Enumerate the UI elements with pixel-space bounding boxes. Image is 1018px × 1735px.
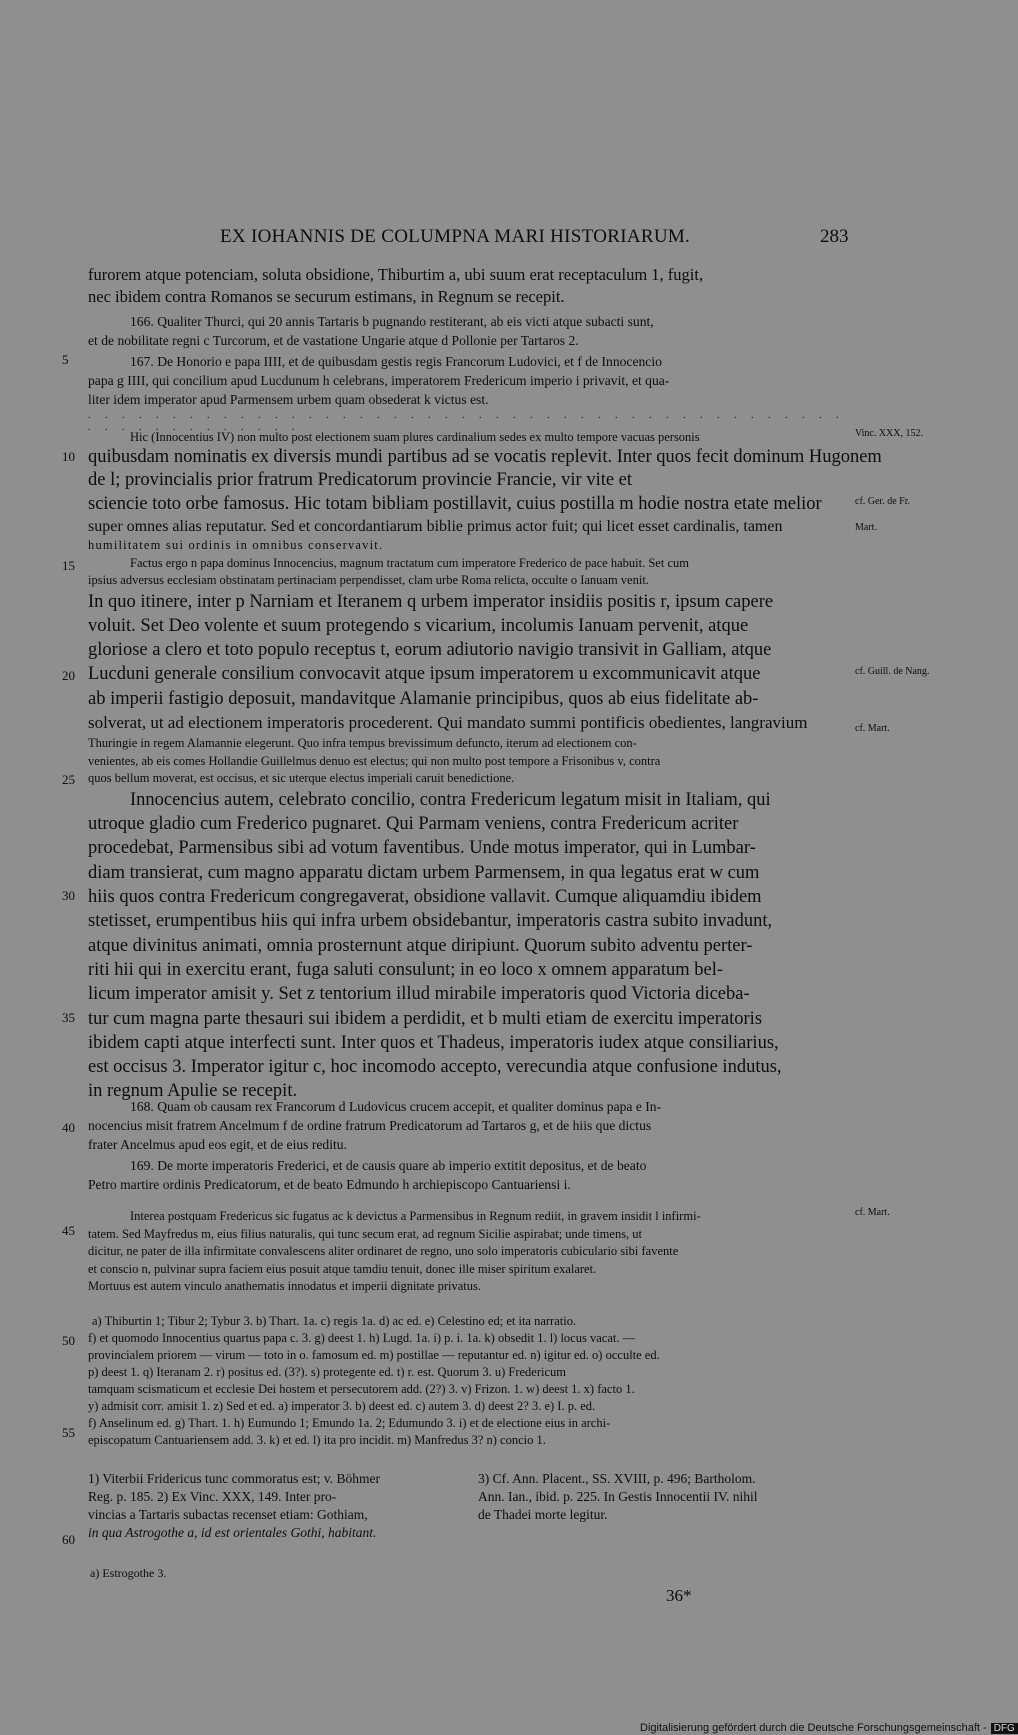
text-line: 167. De Honorio e papa IIII, et de quibusdam gestis regis Francorum Ludovici, et f de Innocencio bbox=[130, 354, 662, 369]
text-line: nec ibidem contra Romanos se securum estimans, in Regnum se recepit. bbox=[88, 287, 565, 306]
section-166 bbox=[88, 312, 860, 350]
line-number: 5 bbox=[62, 352, 69, 367]
line-number: 45 bbox=[62, 1223, 75, 1238]
text-line: utroque gladio cum Frederico pugnaret. Qui Parmam veniens, contra Fredericum acriter bbox=[88, 814, 739, 835]
page-number: 283 bbox=[820, 226, 849, 247]
line-number: 30 bbox=[62, 888, 75, 903]
text-line: Hic (Innocentius IV) non multo post electionem suam plures cardinalium sedes ex multo tempore vacuas personis bbox=[130, 430, 700, 444]
text-line: atque divinitus animati, omnia prosternunt atque diripiunt. Quorum subito adventu perter- bbox=[88, 935, 753, 956]
line-number: 20 bbox=[62, 668, 75, 683]
line-number: 35 bbox=[62, 1010, 75, 1025]
credit-text: Digitalisierung gefördert durch die Deutsche Forschungsgemeinschaft - bbox=[640, 1722, 987, 1734]
text-line: gloriose a clero et toto populo receptus t, eorum adiutorio navigio transivit in Galliam, atque bbox=[88, 640, 772, 661]
text-line: licum imperator amisit y. Set z tentorium illud mirabile imperatoris quod Victoria diceba- bbox=[88, 984, 750, 1005]
line-number: 50 bbox=[62, 1333, 75, 1348]
margin-note: Vinc. XXX, 152. bbox=[855, 428, 924, 439]
variant-line: y) admisit corr. amisit 1. z) Sed et ed. a) imperator 3. b) deest ed. c) autem 3. d) deest 2? 3. e) I. p. ed. bbox=[88, 1399, 596, 1413]
running-header bbox=[0, 226, 1000, 256]
text-line: In quo itinere, inter p Narniam et Iteranem q urbem imperator insidiis positis r, ipsum capere bbox=[88, 591, 774, 612]
footnote-line: 1) Viterbii Fridericus tunc commoratus est; v. Böhmer bbox=[88, 1471, 381, 1486]
text-line: et conscio n, pulvinar supra faciem eius posuit atque tamdiu tenuit, donec ille miser spiritum exalaret. bbox=[88, 1261, 597, 1276]
footnotes-right bbox=[478, 1470, 868, 1524]
text-line: nocencius misit fratrem Ancelmum f de ordine fratrum Predicatorum ad Tartaros g, et de hiis que dictus bbox=[88, 1118, 652, 1133]
text-line: super omnes alias reputatur. Sed et concordantiarum biblie primus actor fuit; qui licet esset cardinalis, tamen bbox=[88, 518, 783, 536]
text-line: tatem. Sed Mayfredus m, eius filius naturalis, qui tunc secum erat, ad regnum Sicilie aspirabat; unde timens, ut bbox=[88, 1226, 643, 1241]
text-line: furorem atque potenciam, soluta obsidione, Thiburtim a, ubi suum erat receptaculum 1, fugit, bbox=[88, 265, 704, 284]
variant-line: p) deest 1. q) Iteranam 2. r) positus ed. (3?). s) protegente ed. t) r. est. Quorum 3. u) Fredericum bbox=[88, 1365, 566, 1379]
dfg-logo: DFG bbox=[991, 1723, 1018, 1734]
text-line: dicitur, ne pater de illa infirmitate convalescens aliter ordinaret de regno, uno solo imperatoris cubiculario sibi favente bbox=[88, 1244, 679, 1258]
margin-note: cf. Ger. de Fr. bbox=[855, 496, 910, 507]
text-line: Interea postquam Fredericus sic fugatus ac k devictus a Parmensibus in Regnum rediit, in gravem insidit l infirmi- bbox=[130, 1209, 701, 1223]
text-line: est occisus 3. Imperator igitur c, hoc incomodo accepto, verecundia atque confusione indutus, bbox=[88, 1057, 782, 1078]
text-line: Petro martire ordinis Predicatorum, et de beato Edmundo h archiepiscopo Cantuariensi i. bbox=[88, 1177, 571, 1192]
margin-note: Mart. bbox=[855, 522, 877, 533]
digitization-credit bbox=[640, 1722, 1018, 1734]
text-line: Mortuus est autem vinculo anathematis innodatus et imperii dignitate privatus. bbox=[88, 1279, 481, 1293]
footnote-line: Reg. p. 185. 2) Ex Vinc. XXX, 149. Inter pro- bbox=[88, 1489, 337, 1504]
variant-line: a) Thiburtin 1; Tibur 2; Tybur 3. b) Thart. 1a. c) regis 1a. d) ac ed. e) Celestino ed; et ita narratio. bbox=[92, 1314, 577, 1328]
text-line: humilitatem sui ordinis in omnibus conservavit. bbox=[88, 538, 384, 553]
variant-line: f) Anselinum ed. g) Thart. 1. h) Eumundo 1; Emundo 1a. 2; Edumundo 3. i) et de electione eius in archi- bbox=[88, 1416, 611, 1430]
footnote-line: in qua Astrogothe a, id est orientales Gothi, habitant. bbox=[88, 1525, 377, 1540]
line-number: 10 bbox=[62, 449, 75, 464]
line-number: 60 bbox=[62, 1532, 75, 1547]
text-line: quibusdam nominatis ex diversis mundi partibus ad se vocatis replevit. Inter quos fecit dominum Hugonem bbox=[88, 446, 882, 467]
section-168 bbox=[88, 1097, 860, 1154]
line-number: 15 bbox=[62, 558, 75, 573]
text-line: quos bellum moverat, est occisus, et sic uterque electus imperiali caruit benedictione. bbox=[88, 771, 515, 786]
text-line: diam transierat, cum magno apparatu dictam urbem Parmensem, in qua legatus erat w cum bbox=[88, 862, 760, 883]
text-line: et de nobilitate regni c Turcorum, et de vastatione Ungarie atque d Pollonie per Tartaros 2. bbox=[88, 333, 579, 348]
text-line: de l; provincialis prior fratrum Predicatorum provincie Francie, vir vite et bbox=[88, 469, 633, 490]
text-line: stetisset, erumpentibus hiis qui infra urbem obsidebantur, imperatoris castra subito invadunt, bbox=[88, 911, 773, 932]
footnotes-left bbox=[88, 1470, 468, 1542]
section-167 bbox=[88, 352, 860, 409]
text-line: procedebat, Parmensibus sibi ad votum faventibus. Unde motus imperator, qui in Lumbar- bbox=[88, 838, 756, 859]
variant-line: provincialem priorem — virum — toto in o. famosum ed. m) postillae — reputantur ed. n) igitur ed. o) occulte ed. bbox=[88, 1348, 660, 1362]
text-line: papa g IIII, qui concilium apud Lucdunum h celebrans, imperatorem Fredericum imperio i privavit, et qua- bbox=[88, 373, 670, 388]
small-print-passage bbox=[88, 1208, 860, 1296]
text-line: Innocencius autem, celebrato concilio, contra Fredericum legatum misit in Italiam, qui bbox=[130, 789, 771, 810]
text-line: 169. De morte imperatoris Frederici, et de causis quare ab imperio extitit depositus, et de beato bbox=[130, 1158, 647, 1173]
margin-note: cf. Guill. de Nang. bbox=[855, 666, 930, 677]
margin-note: cf. Mart. bbox=[855, 723, 890, 734]
variant-line: episcopatum Cantuariensem add. 3. k) et ed. l) ita pro incidit. m) Manfredus 3? n) concio 1. bbox=[88, 1433, 546, 1447]
section-169 bbox=[88, 1156, 860, 1194]
elision-dots: . . . . . . . . . . . . . . . . . . . . . . . . . . . . . . . . . . . . . . . . . . . . . . . . . . . . . . . . . . bbox=[88, 410, 845, 433]
text-line: 166. Qualiter Thurci, qui 20 annis Tartaris b pugnando restiterant, ab eis victi atque subacti sunt, bbox=[130, 314, 654, 329]
text-line: tur cum magna parte thesauri sui ibidem a perdidit, et b multi etiam de exercitu imperatoris bbox=[88, 1008, 763, 1029]
sheet-signature: 36* bbox=[666, 1586, 692, 1605]
text-line: frater Ancelmus apud eos egit, et de eius reditu. bbox=[88, 1137, 347, 1152]
text-line: hiis quos contra Fredericum congregaverat, obsidione vallavit. Cumque aliquamdiu ibidem bbox=[88, 887, 762, 908]
text-line: solverat, ut ad electionem imperatoris procederent. Qui mandato summi pontificis obedientes, langravium bbox=[88, 713, 808, 733]
variant-line: f) et quomodo Innocentius quartus papa c. 3. g) deest 1. h) Lugd. 1a. i) p. i. 1a. k) obsedit 1. l) locus vacat. — bbox=[88, 1331, 636, 1345]
text-line: sciencie toto orbe famosus. Hic totam bibliam postillavit, cuius postilla m hodie nostra etate melior bbox=[88, 493, 822, 514]
footnote-line: de Thadei morte legitur. bbox=[478, 1507, 608, 1522]
text-line: in regnum Apulie se recepit. bbox=[88, 1081, 298, 1102]
text-line: venientes, ab eis comes Hollandie Guillelmus denuo est electus; qui non multo post tempore a Frisonibus v, contra bbox=[88, 753, 661, 768]
text-line: liter idem imperator apud Parmensem urbem quam obsederat k victus est. bbox=[88, 392, 489, 407]
text-line: riti hii qui in exercitu erant, fuga saluti consulunt; in eo loco x omnem apparatum bel- bbox=[88, 959, 723, 980]
footnote-line: Ann. Ian., ibid. p. 225. In Gestis Innocentii IV. nihil bbox=[478, 1489, 758, 1504]
text-line: ab imperii fastigio deposuit, mandavitque Alamanie principibus, quos ab eius fidelitate ab- bbox=[88, 688, 759, 709]
line-number: 55 bbox=[62, 1425, 75, 1440]
variant-apparatus bbox=[88, 1313, 860, 1449]
footnote-line: vincias a Tartaris subactas recenset etiam: Gothiam, bbox=[88, 1507, 368, 1522]
sub-footnote: a) Estrogothe 3. bbox=[90, 1566, 167, 1580]
variant-line: tamquam scismaticum et ecclesie Dei hostem et persecutorem add. (2?) 3. v) Frizon. 1. w) deest 1. x) facto 1. bbox=[88, 1382, 635, 1396]
line-number: 40 bbox=[62, 1120, 75, 1135]
line-number: 25 bbox=[62, 772, 75, 787]
margin-note: cf. Mart. bbox=[855, 1207, 890, 1218]
text-line: Factus ergo n papa dominus Innocencius, magnum tractatum cum imperatore Frederico de pace habuit. Set cum bbox=[130, 555, 689, 570]
text-line: ibidem capti atque interfecti sunt. Inter quos et Thadeus, imperatoris iudex atque consiliarius, bbox=[88, 1032, 779, 1053]
text-line: voluit. Set Deo volente et suum protegendo s vicarium, incolumis Ianuam pervenit, atque bbox=[88, 615, 749, 636]
text-line: 168. Quam ob causam rex Francorum d Ludovicus crucem accepit, et qualiter dominus papa e In- bbox=[130, 1099, 662, 1114]
intro-lines bbox=[88, 264, 860, 308]
text-line: Lucduni generale consilium convocavit atque ipsum imperatorem u excommunicavit atque bbox=[88, 664, 761, 685]
text-line: Thuringie in regem Alamannie elegerunt. Quo infra tempus brevissimum defuncto, iterum ad electionem con- bbox=[88, 736, 637, 751]
running-title: EX IOHANNIS DE COLUMPNA MARI HISTORIARUM. bbox=[220, 226, 691, 247]
text-line: ipsius adversus ecclesiam obstinatam pertinaciam perpendisset, clam urbe Roma relicta, occulte o Ianuam venit. bbox=[88, 573, 649, 588]
footnote-line: 3) Cf. Ann. Placent., SS. XVIII, p. 496; Bartholom. bbox=[478, 1471, 756, 1486]
